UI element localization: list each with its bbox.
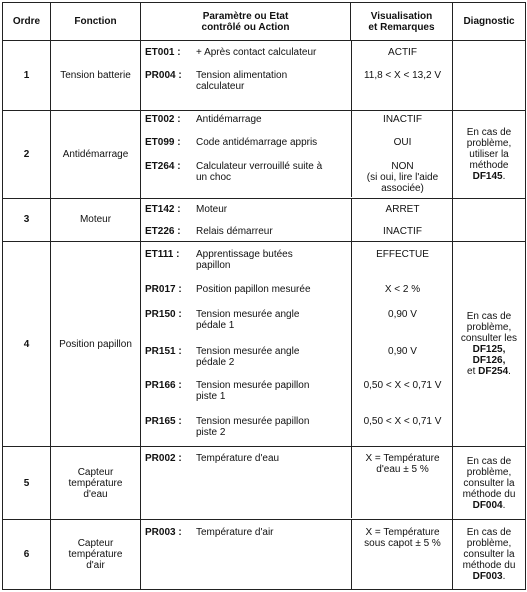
params-block [141, 447, 452, 518]
param-label-line: Tension alimentation [196, 70, 288, 81]
diagnostic-ref-line [456, 344, 522, 366]
param-label [196, 527, 346, 538]
param-code: ET111 : [145, 248, 180, 260]
cell-fonction [51, 241, 141, 447]
param-visualisation [352, 114, 453, 125]
param-label [196, 226, 346, 237]
cell-fonction [51, 198, 141, 241]
vis-line: OUI [393, 137, 412, 149]
param-label-line: Calculateur verrouillé suite à [196, 161, 323, 173]
param-label [196, 453, 346, 464]
param-label-line: Antidémarrage [196, 114, 262, 126]
cell-diagnostic [453, 519, 526, 589]
param-visualisation [352, 249, 453, 260]
cell-ordre: 1 [3, 41, 51, 111]
diagnostic-table [2, 2, 526, 590]
param-visualisation [352, 70, 453, 81]
param-label [196, 309, 346, 331]
param-code: ET099 : [145, 137, 181, 149]
cell-diagnostic [453, 447, 526, 519]
cell-diagnostic [453, 41, 526, 111]
diagnostic-line: problème, [466, 137, 512, 149]
param-code: ET142 : [145, 203, 181, 215]
header-vis-line1: Visualisation [370, 10, 433, 22]
diagnostic-ref2: DF254 [478, 366, 509, 378]
param-visualisation [352, 380, 453, 391]
fonction-line: d'eau [83, 488, 108, 500]
diagnostic-suffix: . [502, 570, 506, 582]
param-code: PR150 : [145, 308, 182, 320]
param-label-line: piste 2 [196, 426, 226, 438]
param-label-line: Relais démarreur [196, 225, 273, 237]
param-visualisation [352, 416, 453, 427]
param-label [196, 380, 346, 402]
diagnostic-ref-line [456, 171, 522, 182]
cell-params [141, 198, 453, 241]
vis-line: X = Température [365, 453, 440, 465]
param-visualisation [352, 161, 453, 194]
param-label-line: Moteur [196, 203, 228, 215]
param-label-line: Apprentissage butées [196, 248, 293, 260]
param-label [196, 114, 346, 125]
diagnostic-line: En cas de [466, 455, 512, 467]
cell-ordre: 2 [3, 111, 51, 198]
diagnostic-ref: DF125, DF126, [472, 344, 506, 367]
param-label-line: pédale 1 [196, 319, 235, 331]
diagnostic-line: En cas de [466, 311, 512, 323]
param-code: ET264 : [145, 161, 181, 173]
vis-line: INACTIF [383, 114, 422, 126]
param-code: PR166 : [145, 379, 182, 391]
params-block [141, 520, 452, 589]
header-param-line2: contrôlé ou Action [201, 21, 290, 33]
cell-ordre: 6 [3, 519, 51, 589]
params-block [141, 41, 452, 110]
param-visualisation [352, 204, 453, 215]
cell-diagnostic [453, 111, 526, 198]
diagnostic-line: méthode du [462, 488, 516, 500]
diagnostic-ref-line2 [456, 366, 522, 377]
cell-params [141, 447, 453, 519]
diagnostic-line: problème, [466, 466, 512, 478]
params-block [141, 199, 452, 241]
diagnostic-ref: DF145 [472, 170, 503, 182]
param-label-line: Température d'air [196, 526, 274, 538]
header-vis [351, 3, 453, 41]
header-ordre [3, 3, 51, 41]
vis-line: X < 2 % [384, 283, 421, 295]
header-ordre-label: Ordre [12, 16, 41, 27]
vis-line: 0,90 V [388, 308, 417, 320]
cell-params [141, 519, 453, 589]
diagnostic-line: En cas de [466, 126, 512, 138]
vis-line: (si oui, lire l'aide [366, 172, 439, 184]
vis-line: X = Température [365, 526, 440, 538]
param-code: PR151 : [145, 345, 182, 357]
diagnostic-ref: DF003 [472, 570, 503, 582]
diagnostic-line: utiliser la [469, 148, 509, 160]
param-visualisation [352, 226, 453, 237]
cell-params [141, 241, 453, 447]
table-row [3, 111, 526, 198]
cell-diagnostic [453, 241, 526, 447]
vis-line: 0,50 < X < 0,71 V [363, 379, 442, 391]
vis-line: ARRET [385, 203, 420, 215]
vis-line: sous capot ± 5 % [364, 537, 441, 549]
param-label-line: piste 1 [196, 390, 226, 402]
param-label-line: papillon [196, 259, 231, 271]
cell-ordre: 3 [3, 198, 51, 241]
params-block [141, 111, 452, 197]
cell-params [141, 111, 453, 198]
param-label [196, 137, 346, 148]
param-label [196, 47, 346, 58]
header-fonction [51, 3, 141, 41]
cell-diagnostic [453, 198, 526, 241]
fonction-line: Capteur [77, 466, 114, 478]
diagnostic-line: méthode [469, 159, 509, 171]
param-label [196, 416, 346, 438]
cell-fonction [51, 41, 141, 111]
header-row [3, 3, 526, 41]
param-visualisation [352, 309, 453, 320]
param-label-line: Position papillon mesurée [196, 283, 311, 295]
cell-fonction [51, 519, 141, 589]
vis-line: associée) [381, 183, 424, 195]
vis-line: NON [391, 161, 414, 173]
param-label-line: pédale 2 [196, 356, 235, 368]
table-row [3, 198, 526, 241]
param-visualisation [352, 284, 453, 295]
diagnostic-ref-prefix: et [467, 366, 479, 378]
header-diagnostic-label: Diagnostic [463, 16, 515, 27]
table-row [3, 241, 526, 447]
param-label [196, 284, 346, 295]
param-label-line: Tension mesurée papillon [196, 415, 310, 427]
param-label [196, 161, 346, 183]
diagnostic-line: consulter les [460, 333, 518, 345]
param-code: ET001 : [145, 47, 181, 58]
cell-fonction [51, 447, 141, 519]
fonction-line: Capteur [77, 537, 114, 549]
param-label-line: Tension mesurée angle [196, 345, 300, 357]
header-vis-line2: et Remarques [368, 21, 435, 33]
param-label-line: calculateur [196, 81, 245, 92]
diagnostic-line: méthode du [462, 559, 516, 571]
diagnostic-suffix: . [502, 499, 506, 511]
diagnostic-ref: DF004 [472, 499, 503, 511]
param-visualisation [352, 47, 453, 58]
param-code: PR017 : [145, 283, 182, 295]
header-param [141, 3, 351, 41]
header-param-line1: Paramètre ou Etat [202, 10, 289, 22]
param-label-line: Tension mesurée angle [196, 308, 300, 320]
vis-line: INACTIF [383, 225, 422, 237]
param-code: PR002 : [145, 453, 182, 465]
fonction-line: Position papillon [59, 338, 132, 350]
vis-line: ACTIF [388, 47, 417, 58]
fonction-line: température [68, 477, 123, 489]
param-label-line: Tension mesurée papillon [196, 379, 310, 391]
param-code: ET002 : [145, 114, 181, 126]
table-row [3, 41, 526, 111]
params-block [141, 242, 452, 446]
vis-line: EFFECTUE [376, 248, 429, 260]
diagnostic-line: problème, [466, 322, 512, 334]
vis-line: 0,90 V [388, 345, 417, 357]
param-code: ET226 : [145, 225, 181, 237]
vis-line: 11,8 < X < 13,2 V [363, 70, 442, 81]
fonction-line: d'air [86, 559, 105, 571]
fonction-line: Antidémarrage [62, 148, 129, 160]
param-label-line: un choc [196, 172, 232, 184]
diagnostic-line: En cas de [466, 526, 512, 538]
param-label-line: Code antidémarrage appris [196, 137, 318, 149]
header-fonction-label: Fonction [74, 16, 117, 27]
diagnostic-line: consulter la [463, 548, 515, 560]
diagnostic-line: consulter la [463, 477, 515, 489]
diagnostic-ref-line [456, 571, 522, 582]
fonction-line: Tension batterie [60, 70, 131, 82]
param-visualisation [352, 453, 453, 475]
table-row [3, 447, 526, 519]
param-code: PR004 : [145, 70, 182, 81]
param-label [196, 249, 346, 271]
table-row [3, 519, 526, 589]
param-visualisation [352, 346, 453, 357]
diagnostic-suffix: . [508, 366, 511, 378]
fonction-line: température [68, 548, 123, 560]
vis-line: 0,50 < X < 0,71 V [363, 415, 442, 427]
header-diagnostic [453, 3, 526, 41]
cell-fonction [51, 111, 141, 198]
vis-line: d'eau ± 5 % [376, 464, 429, 476]
cell-params [141, 41, 453, 111]
fonction-line: Moteur [79, 214, 112, 226]
param-label-line: Température d'eau [196, 453, 280, 465]
param-label [196, 70, 346, 92]
cell-ordre: 4 [3, 241, 51, 447]
diagnostic-line: problème, [466, 537, 512, 549]
param-visualisation [352, 137, 453, 148]
param-code: PR003 : [145, 526, 182, 538]
diagnostic-suffix: . [502, 170, 506, 182]
diagnostic-ref-line [456, 500, 522, 511]
param-label [196, 346, 346, 368]
param-label [196, 204, 346, 215]
param-code: PR165 : [145, 415, 182, 427]
cell-ordre: 5 [3, 447, 51, 519]
param-label-line: + Après contact calculateur [196, 47, 317, 58]
param-visualisation [352, 527, 453, 549]
